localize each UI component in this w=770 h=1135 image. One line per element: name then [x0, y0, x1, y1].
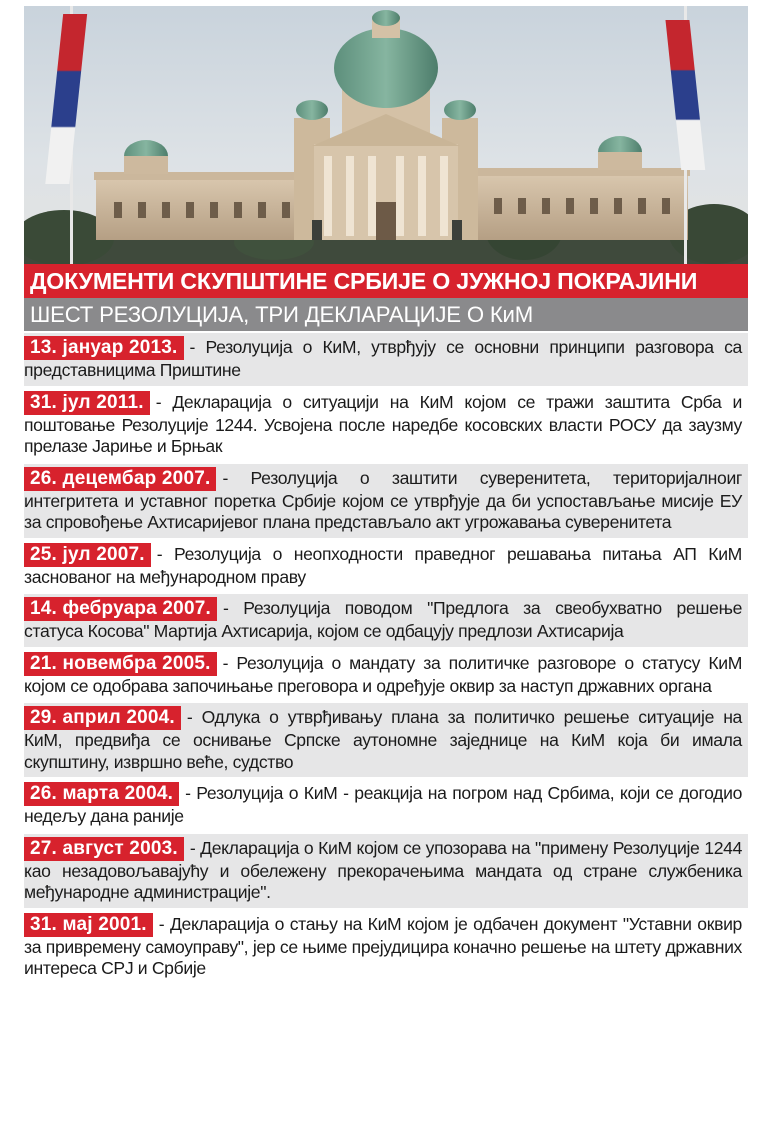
entry-text: - Резолуција о КиМ - реакција на погром над Србима, који се догодио недељу дана раније — [24, 783, 742, 826]
entry-text: - Декларација о стању на КиМ којом је одбачен документ "Уставни оквир за привремену самоуправу", јер се њиме прејудицира коначно решење на штету државних интереса СРЈ и Србије — [24, 913, 742, 978]
document-list — [24, 331, 748, 984]
entry-text: - Резолуција о заштити суверенитета, територијалноиг интегритета и уставног поретка Србије којом се утврђује да би успостављање мисије ЕУ за спровођење Ахтисаријевог плана представљало акт угрожавања суверенитета — [24, 467, 742, 532]
date-badge: 29. април 2004. — [24, 706, 181, 730]
date-badge: 13. јануар 2013. — [24, 336, 184, 360]
date-badge: 26. децембар 2007. — [24, 467, 216, 491]
infographic — [24, 6, 748, 1135]
date-badge: 31. мај 2001. — [24, 913, 153, 937]
entry-text: - Резолуција поводом "Предлога за свеобухватно решење статуса Косова" Мартија Ахтисарија, којом се одбацују предлози Ахтисарија — [24, 598, 742, 641]
parliament-photo — [24, 6, 748, 264]
date-badge: 27. август 2003. — [24, 837, 184, 861]
list-item — [24, 701, 748, 777]
entry-text: - Резолуција о мандату за политичке разговоре о статусу КиМ којом се одобрава започињање преговора и одређује оквир за наступ државних органа — [24, 652, 742, 696]
list-item — [24, 331, 748, 386]
entry-text: - Декларација о ситуацији на КиМ којом се тражи заштита Срба и поштовање Резолуције 1244. Усвојена после наредбе косовских власти РОСУ да заузму прелазе Јариње и Брњак — [24, 391, 742, 456]
entry-text: - Декларација о КиМ којом се упозорава на "примену Резолуције 1244 као незадовољавајућу и обележену прекорачењима мандата од стране службеника међународне администрације". — [24, 837, 742, 902]
date-badge: 31. јул 2011. — [24, 391, 150, 415]
entry-text: - Одлука о утврђивању плана за политичко решење ситуације на КиМ, предвиђа се оснивање Српске аутономне заједнице на КиМ која би имала скупштину, извршно веће, судство — [24, 707, 742, 772]
list-item — [24, 538, 748, 593]
headline: ДОКУМЕНТИ СКУПШТИНЕ СРБИЈЕ О ЈУЖНОЈ ПОКРАЈИНИ — [24, 264, 748, 298]
date-badge: 14. фебруара 2007. — [24, 597, 217, 621]
parliament-building-image — [24, 6, 748, 264]
subheadline: ШЕСТ РЕЗОЛУЦИЈА, ТРИ ДЕКЛАРАЦИЈЕ О КиМ — [24, 298, 748, 331]
list-item — [24, 462, 748, 538]
date-badge: 21. новембра 2005. — [24, 652, 217, 676]
entry-text: - Резолуција о неопходности праведног решавања питања АП КиМ заснованог на међународном праву — [24, 543, 742, 587]
list-item — [24, 647, 748, 702]
list-item — [24, 832, 748, 908]
list-item — [24, 386, 748, 462]
date-badge: 26. марта 2004. — [24, 782, 179, 806]
list-item — [24, 777, 748, 832]
list-item — [24, 908, 748, 984]
date-badge: 25. јул 2007. — [24, 543, 151, 567]
entry-text: - Резолуција о КиМ, утврђују се основни принципи разговора са представницима Приштине — [24, 337, 742, 380]
list-item — [24, 592, 748, 647]
